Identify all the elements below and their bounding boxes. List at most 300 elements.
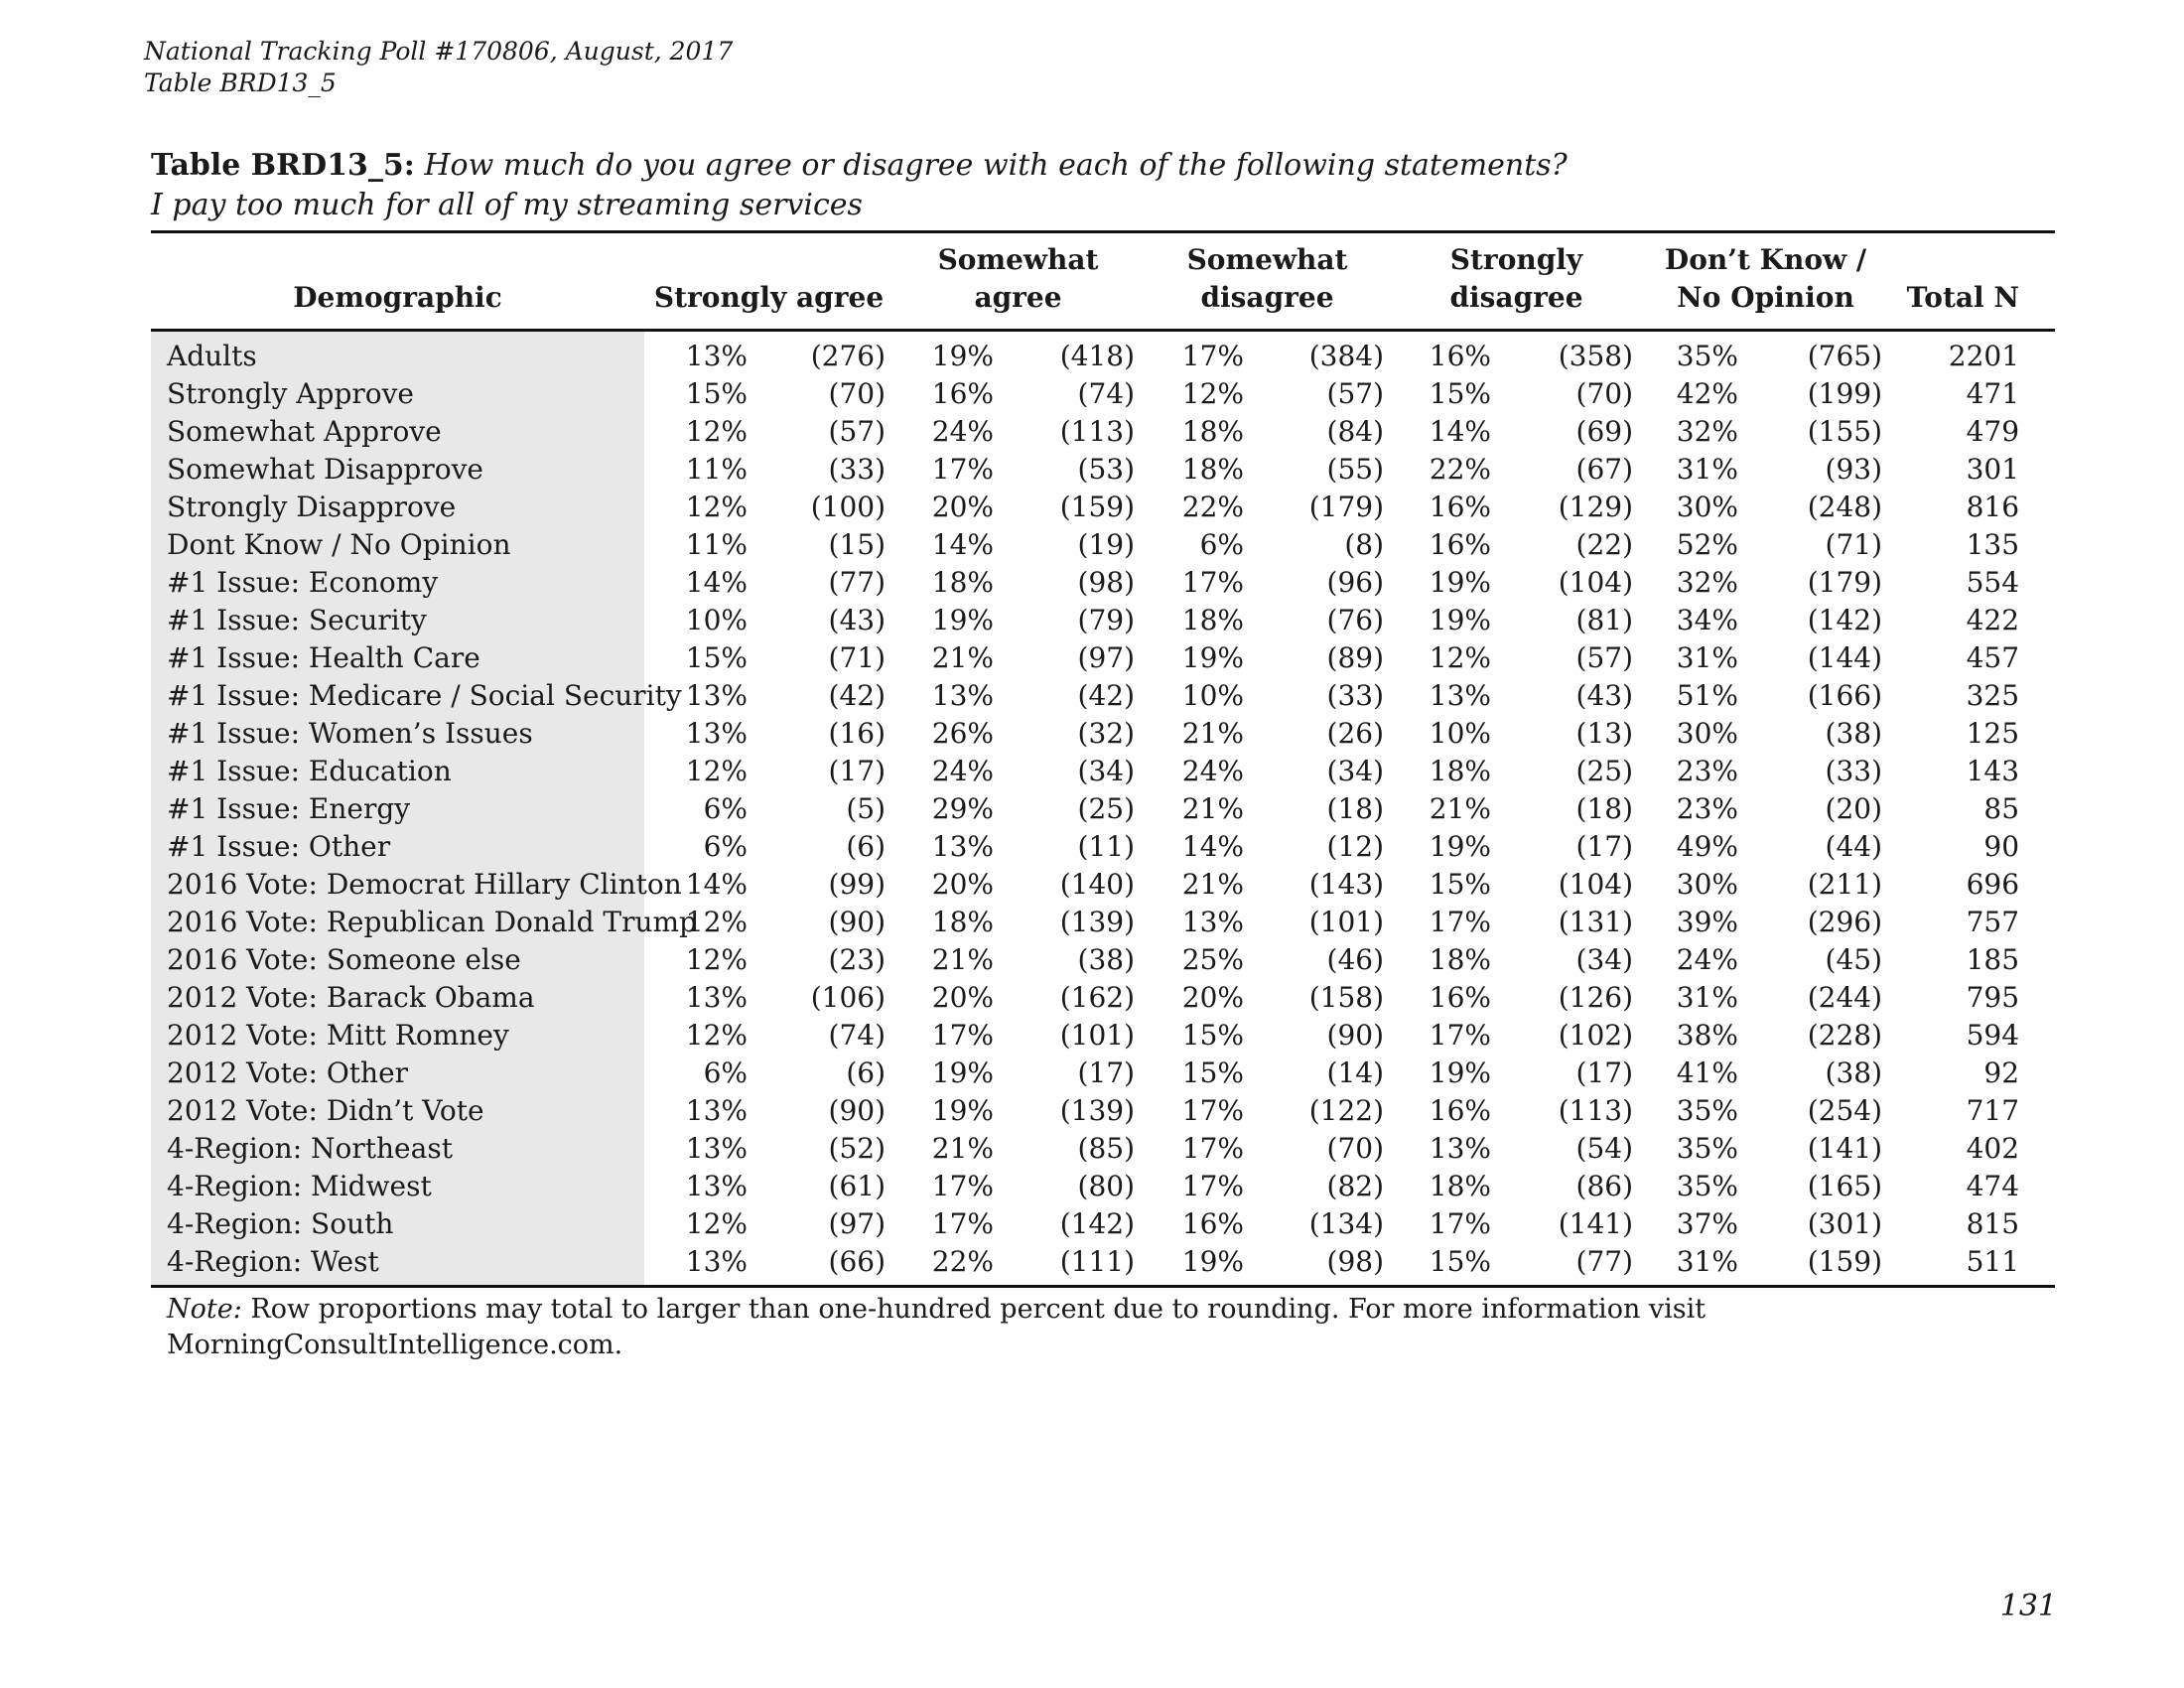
table-row: [151, 1017, 2055, 1055]
percent-cell: 11%: [685, 528, 748, 561]
count-cell: (97): [1077, 641, 1135, 674]
percent-cell: 17%: [1181, 340, 1244, 372]
count-cell: (122): [1308, 1094, 1384, 1127]
count-cell: (15): [828, 528, 886, 561]
percent-cell: 35%: [1676, 1132, 1738, 1165]
count-cell: (84): [1326, 415, 1384, 448]
row-label: 2012 Vote: Didn’t Vote: [151, 1092, 644, 1130]
percent-cell: 14%: [1181, 830, 1244, 863]
percent-cell: 31%: [1676, 453, 1738, 486]
table-row: [151, 1055, 2055, 1092]
total-n-cell: 143: [1966, 755, 2020, 787]
percent-cell: 12%: [1181, 377, 1244, 410]
table-row: [151, 753, 2055, 790]
count-cell: (38): [1825, 717, 1883, 750]
count-cell: (42): [1077, 679, 1135, 712]
count-cell: (34): [1575, 943, 1633, 976]
percent-cell: 16%: [931, 377, 994, 410]
count-cell: (199): [1807, 377, 1883, 410]
table-row: [151, 904, 2055, 941]
percent-cell: 29%: [931, 792, 994, 825]
caption-question: How much do you agree or disagree with each of the following statements?: [424, 148, 1568, 183]
table-row: [151, 413, 2055, 451]
percent-cell: 19%: [931, 340, 994, 372]
count-cell: (42): [828, 679, 886, 712]
count-cell: (70): [828, 377, 886, 410]
percent-cell: 35%: [1676, 340, 1738, 372]
count-cell: (228): [1807, 1019, 1883, 1052]
percent-cell: 22%: [1181, 491, 1244, 523]
row-label: #1 Issue: Security: [151, 602, 644, 639]
count-cell: (211): [1807, 868, 1883, 901]
table-row: [151, 828, 2055, 866]
count-cell: (69): [1575, 415, 1633, 448]
percent-cell: 12%: [685, 1019, 748, 1052]
count-cell: (74): [828, 1019, 886, 1052]
count-cell: (38): [1825, 1056, 1883, 1089]
count-cell: (140): [1059, 868, 1135, 901]
percent-cell: 13%: [1429, 679, 1491, 712]
count-cell: (18): [1575, 792, 1633, 825]
count-cell: (102): [1558, 1019, 1633, 1052]
count-cell: (139): [1059, 1094, 1135, 1127]
count-cell: (70): [1575, 377, 1633, 410]
percent-cell: 13%: [685, 340, 748, 372]
count-cell: (33): [828, 453, 886, 486]
percent-cell: 32%: [1676, 415, 1738, 448]
count-cell: (6): [846, 1056, 886, 1089]
count-cell: (254): [1807, 1094, 1883, 1127]
percent-cell: 22%: [1429, 453, 1491, 486]
note-text: Row proportions may total to larger than one-hundred percent due to rounding. For more information visit MorningConsultIntelligence.com.: [167, 1294, 1706, 1360]
row-label: #1 Issue: Health Care: [151, 639, 644, 677]
table-row: [151, 1092, 2055, 1130]
percent-cell: 41%: [1676, 1056, 1738, 1089]
table-row: [151, 451, 2055, 489]
percent-cell: 17%: [931, 1170, 994, 1202]
count-cell: (179): [1807, 566, 1883, 599]
count-cell: (126): [1558, 981, 1633, 1014]
percent-cell: 23%: [1676, 755, 1738, 787]
page-number: 131: [1999, 1589, 2057, 1623]
count-cell: (8): [1344, 528, 1384, 561]
count-cell: (111): [1059, 1245, 1135, 1278]
total-n-cell: 2201: [1948, 340, 2020, 372]
count-cell: (131): [1558, 906, 1633, 938]
percent-cell: 25%: [1181, 943, 1244, 976]
crosstab-table-wrapper: [151, 230, 2055, 1363]
percent-cell: 12%: [685, 415, 748, 448]
row-label: Dont Know / No Opinion: [151, 526, 644, 564]
count-cell: (296): [1807, 906, 1883, 938]
table-row: [151, 790, 2055, 828]
table-body: [151, 331, 2055, 1287]
percent-cell: 18%: [931, 906, 994, 938]
table-row: [151, 1168, 2055, 1205]
percent-cell: 20%: [931, 981, 994, 1014]
count-cell: (98): [1326, 1245, 1384, 1278]
count-cell: (90): [1326, 1019, 1384, 1052]
table-header: [151, 232, 2055, 331]
percent-cell: 14%: [931, 528, 994, 561]
percent-cell: 13%: [685, 1132, 748, 1165]
row-label: 4-Region: West: [151, 1243, 644, 1287]
count-cell: (134): [1308, 1207, 1384, 1240]
count-cell: (16): [828, 717, 886, 750]
percent-cell: 19%: [931, 1094, 994, 1127]
count-cell: (100): [810, 491, 886, 523]
row-label: 2012 Vote: Barack Obama: [151, 979, 644, 1017]
count-cell: (18): [1326, 792, 1384, 825]
count-cell: (765): [1807, 340, 1883, 372]
table-row: [151, 866, 2055, 904]
table-row: [151, 564, 2055, 602]
count-cell: (89): [1326, 641, 1384, 674]
percent-cell: 13%: [1429, 1132, 1491, 1165]
percent-cell: 24%: [931, 415, 994, 448]
count-cell: (25): [1077, 792, 1135, 825]
total-n-cell: 125: [1966, 717, 2020, 750]
count-cell: (26): [1326, 717, 1384, 750]
count-cell: (101): [1059, 1019, 1135, 1052]
percent-cell: 10%: [1429, 717, 1491, 750]
count-cell: (71): [828, 641, 886, 674]
percent-cell: 24%: [931, 755, 994, 787]
count-cell: (139): [1059, 906, 1135, 938]
percent-cell: 21%: [931, 1132, 994, 1165]
percent-cell: 34%: [1676, 604, 1738, 636]
count-cell: (104): [1558, 566, 1633, 599]
count-cell: (57): [1326, 377, 1384, 410]
table-row: [151, 639, 2055, 677]
caption-statement: I pay too much for all of my streaming services: [151, 188, 863, 222]
percent-cell: 15%: [685, 377, 748, 410]
count-cell: (142): [1059, 1207, 1135, 1240]
row-label: Somewhat Disapprove: [151, 451, 644, 489]
percent-cell: 13%: [685, 1170, 748, 1202]
percent-cell: 15%: [1429, 377, 1491, 410]
header-somewhat-disagree: Somewhat disagree: [1186, 243, 1348, 314]
row-label: #1 Issue: Other: [151, 828, 644, 866]
percent-cell: 20%: [1181, 981, 1244, 1014]
percent-cell: 51%: [1676, 679, 1738, 712]
count-cell: (57): [828, 415, 886, 448]
count-cell: (71): [1825, 528, 1883, 561]
count-cell: (129): [1558, 491, 1633, 523]
count-cell: (90): [828, 1094, 886, 1127]
row-label: 4-Region: Midwest: [151, 1168, 644, 1205]
percent-cell: 13%: [931, 679, 994, 712]
percent-cell: 21%: [1181, 868, 1244, 901]
percent-cell: 30%: [1676, 491, 1738, 523]
header-total-n: Total N: [1906, 281, 2020, 314]
percent-cell: 16%: [1429, 528, 1491, 561]
percent-cell: 13%: [685, 981, 748, 1014]
count-cell: (81): [1575, 604, 1633, 636]
table-caption: [151, 146, 1568, 225]
total-n-cell: 325: [1966, 679, 2020, 712]
percent-cell: 15%: [1181, 1056, 1244, 1089]
total-n-cell: 402: [1966, 1132, 2020, 1165]
percent-cell: 35%: [1676, 1094, 1738, 1127]
percent-cell: 12%: [1429, 641, 1491, 674]
count-cell: (44): [1825, 830, 1883, 863]
percent-cell: 11%: [685, 453, 748, 486]
row-label: Strongly Approve: [151, 375, 644, 413]
percent-cell: 19%: [1181, 1245, 1244, 1278]
count-cell: (54): [1575, 1132, 1633, 1165]
percent-cell: 16%: [1429, 340, 1491, 372]
count-cell: (19): [1077, 528, 1135, 561]
count-cell: (53): [1077, 453, 1135, 486]
percent-cell: 17%: [1429, 1207, 1491, 1240]
total-n-cell: 479: [1966, 415, 2020, 448]
count-cell: (104): [1558, 868, 1633, 901]
percent-cell: 14%: [685, 868, 748, 901]
count-cell: (66): [828, 1245, 886, 1278]
percent-cell: 17%: [1181, 1094, 1244, 1127]
count-cell: (32): [1077, 717, 1135, 750]
total-n-cell: 471: [1966, 377, 2020, 410]
percent-cell: 18%: [1181, 604, 1244, 636]
count-cell: (34): [1077, 755, 1135, 787]
count-cell: (43): [828, 604, 886, 636]
total-n-cell: 554: [1966, 566, 2020, 599]
crosstab-table: [151, 230, 2055, 1363]
total-n-cell: 135: [1966, 528, 2020, 561]
percent-cell: 13%: [685, 679, 748, 712]
count-cell: (55): [1326, 453, 1384, 486]
count-cell: (99): [828, 868, 886, 901]
percent-cell: 6%: [703, 792, 748, 825]
percent-cell: 31%: [1676, 1245, 1738, 1278]
count-cell: (45): [1825, 943, 1883, 976]
row-label: 2016 Vote: Someone else: [151, 941, 644, 979]
count-cell: (23): [828, 943, 886, 976]
percent-cell: 17%: [1181, 1132, 1244, 1165]
count-cell: (67): [1575, 453, 1633, 486]
count-cell: (93): [1825, 453, 1883, 486]
percent-cell: 35%: [1676, 1170, 1738, 1202]
count-cell: (52): [828, 1132, 886, 1165]
count-cell: (142): [1807, 604, 1883, 636]
count-cell: (17): [1575, 1056, 1633, 1089]
percent-cell: 24%: [1676, 943, 1738, 976]
note-label: Note:: [167, 1294, 242, 1325]
percent-cell: 12%: [685, 1207, 748, 1240]
count-cell: (70): [1326, 1132, 1384, 1165]
total-n-cell: 185: [1966, 943, 2020, 976]
percent-cell: 13%: [685, 1094, 748, 1127]
header-strongly-disagree: Strongly disagree: [1449, 243, 1583, 314]
total-n-cell: 594: [1966, 1019, 2020, 1052]
percent-cell: 14%: [685, 566, 748, 599]
percent-cell: 18%: [1181, 453, 1244, 486]
running-head: [144, 36, 733, 99]
table-row: [151, 979, 2055, 1017]
count-cell: (80): [1077, 1170, 1135, 1202]
table-note: [151, 1287, 2055, 1364]
row-label: 2016 Vote: Democrat Hillary Clinton: [151, 866, 644, 904]
percent-cell: 26%: [931, 717, 994, 750]
row-label: Strongly Disapprove: [151, 489, 644, 526]
percent-cell: 16%: [1429, 491, 1491, 523]
percent-cell: 19%: [1429, 566, 1491, 599]
count-cell: (76): [1326, 604, 1384, 636]
percent-cell: 17%: [931, 1019, 994, 1052]
count-cell: (384): [1308, 340, 1384, 372]
count-cell: (77): [828, 566, 886, 599]
count-cell: (13): [1575, 717, 1633, 750]
table-row: [151, 489, 2055, 526]
count-cell: (20): [1825, 792, 1883, 825]
percent-cell: 12%: [685, 906, 748, 938]
count-cell: (162): [1059, 981, 1135, 1014]
percent-cell: 17%: [931, 1207, 994, 1240]
percent-cell: 13%: [1181, 906, 1244, 938]
percent-cell: 18%: [1429, 755, 1491, 787]
table-footer: [151, 1287, 2055, 1364]
total-n-cell: 757: [1966, 906, 2020, 938]
percent-cell: 31%: [1676, 641, 1738, 674]
count-cell: (141): [1807, 1132, 1883, 1165]
percent-cell: 18%: [931, 566, 994, 599]
percent-cell: 21%: [931, 641, 994, 674]
count-cell: (86): [1575, 1170, 1633, 1202]
percent-cell: 18%: [1429, 943, 1491, 976]
running-head-title: National Tracking Poll #170806, August, 2017: [144, 37, 734, 66]
total-n-cell: 92: [1983, 1056, 2020, 1089]
table-row: [151, 1130, 2055, 1168]
total-n-cell: 457: [1966, 641, 2020, 674]
count-cell: (113): [1059, 415, 1135, 448]
count-cell: (85): [1077, 1132, 1135, 1165]
percent-cell: 20%: [931, 868, 994, 901]
count-cell: (57): [1575, 641, 1633, 674]
percent-cell: 17%: [931, 453, 994, 486]
count-cell: (33): [1825, 755, 1883, 787]
count-cell: (14): [1326, 1056, 1384, 1089]
percent-cell: 21%: [1429, 792, 1491, 825]
table-row: [151, 331, 2055, 376]
count-cell: (33): [1326, 679, 1384, 712]
count-cell: (158): [1308, 981, 1384, 1014]
percent-cell: 31%: [1676, 981, 1738, 1014]
table-row: [151, 602, 2055, 639]
count-cell: (77): [1575, 1245, 1633, 1278]
percent-cell: 13%: [685, 717, 748, 750]
percent-cell: 13%: [931, 830, 994, 863]
table-row: [151, 715, 2055, 753]
percent-cell: 19%: [931, 604, 994, 636]
table-row: [151, 1205, 2055, 1243]
total-n-cell: 511: [1966, 1245, 2020, 1278]
percent-cell: 15%: [685, 641, 748, 674]
percent-cell: 32%: [1676, 566, 1738, 599]
percent-cell: 15%: [1429, 1245, 1491, 1278]
count-cell: (74): [1077, 377, 1135, 410]
percent-cell: 17%: [1429, 1019, 1491, 1052]
percent-cell: 12%: [685, 943, 748, 976]
percent-cell: 16%: [1429, 1094, 1491, 1127]
count-cell: (276): [810, 340, 886, 372]
row-label: 2012 Vote: Other: [151, 1055, 644, 1092]
row-label: #1 Issue: Economy: [151, 564, 644, 602]
percent-cell: 17%: [1429, 906, 1491, 938]
count-cell: (79): [1077, 604, 1135, 636]
percent-cell: 52%: [1676, 528, 1738, 561]
percent-cell: 15%: [1181, 1019, 1244, 1052]
percent-cell: 30%: [1676, 868, 1738, 901]
table-row: [151, 526, 2055, 564]
total-n-cell: 696: [1966, 868, 2020, 901]
caption-label: Table BRD13_5:: [151, 148, 415, 183]
percent-cell: 12%: [685, 755, 748, 787]
header-somewhat-agree: Somewhat agree: [937, 243, 1099, 314]
count-cell: (106): [810, 981, 886, 1014]
count-cell: (244): [1807, 981, 1883, 1014]
row-label: 2016 Vote: Republican Donald Trump: [151, 904, 644, 941]
count-cell: (22): [1575, 528, 1633, 561]
count-cell: (166): [1807, 679, 1883, 712]
percent-cell: 24%: [1181, 755, 1244, 787]
total-n-cell: 795: [1966, 981, 2020, 1014]
percent-cell: 6%: [703, 1056, 748, 1089]
total-n-cell: 301: [1966, 453, 2020, 486]
count-cell: (143): [1308, 868, 1384, 901]
percent-cell: 6%: [703, 830, 748, 863]
total-n-cell: 717: [1966, 1094, 2020, 1127]
table-row: [151, 1243, 2055, 1287]
percent-cell: 19%: [1429, 604, 1491, 636]
header-strongly-agree: Strongly agree: [653, 281, 885, 314]
count-cell: (17): [1077, 1056, 1135, 1089]
count-cell: (25): [1575, 755, 1633, 787]
table-row: [151, 677, 2055, 715]
total-n-cell: 422: [1966, 604, 2020, 636]
percent-cell: 42%: [1676, 377, 1738, 410]
percent-cell: 21%: [1181, 792, 1244, 825]
count-cell: (90): [828, 906, 886, 938]
percent-cell: 10%: [1181, 679, 1244, 712]
percent-cell: 21%: [1181, 717, 1244, 750]
total-n-cell: 815: [1966, 1207, 2020, 1240]
row-label: 2012 Vote: Mitt Romney: [151, 1017, 644, 1055]
count-cell: (358): [1558, 340, 1633, 372]
percent-cell: 6%: [1199, 528, 1244, 561]
row-label: Adults: [151, 331, 644, 376]
total-n-cell: 816: [1966, 491, 2020, 523]
row-label: #1 Issue: Medicare / Social Security: [151, 677, 644, 715]
table-row: [151, 375, 2055, 413]
count-cell: (97): [828, 1207, 886, 1240]
count-cell: (61): [828, 1170, 886, 1202]
count-cell: (155): [1807, 415, 1883, 448]
percent-cell: 37%: [1676, 1207, 1738, 1240]
percent-cell: 22%: [931, 1245, 994, 1278]
count-cell: (38): [1077, 943, 1135, 976]
count-cell: (6): [846, 830, 886, 863]
header-dont-know: Don’t Know / No Opinion: [1664, 243, 1867, 314]
percent-cell: 19%: [1429, 1056, 1491, 1089]
count-cell: (165): [1807, 1170, 1883, 1202]
count-cell: (179): [1308, 491, 1384, 523]
percent-cell: 18%: [1181, 415, 1244, 448]
total-n-cell: 90: [1983, 830, 2020, 863]
count-cell: (96): [1326, 566, 1384, 599]
percent-cell: 19%: [1181, 641, 1244, 674]
count-cell: (113): [1558, 1094, 1633, 1127]
